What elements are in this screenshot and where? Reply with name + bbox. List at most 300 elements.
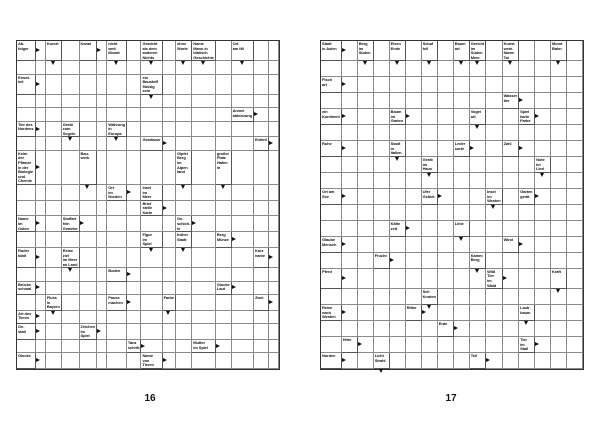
answer-cell[interactable] — [269, 41, 279, 61]
answer-cell[interactable] — [535, 205, 551, 221]
answer-cell[interactable] — [127, 324, 142, 340]
answer-cell[interactable] — [269, 151, 279, 185]
answer-cell[interactable] — [438, 61, 454, 77]
answer-cell[interactable] — [80, 75, 97, 95]
answer-cell[interactable] — [503, 109, 519, 125]
answer-cell[interactable] — [519, 269, 535, 289]
answer-cell[interactable] — [406, 253, 422, 269]
answer-cell[interactable] — [422, 141, 438, 157]
answer-cell[interactable] — [551, 173, 567, 189]
answer-cell[interactable] — [454, 109, 470, 125]
answer-cell[interactable] — [321, 173, 342, 189]
answer-cell[interactable] — [390, 173, 406, 189]
answer-cell[interactable] — [390, 337, 406, 353]
answer-cell[interactable] — [567, 77, 583, 93]
answer-cell[interactable] — [535, 321, 551, 337]
answer-cell[interactable] — [551, 141, 567, 157]
answer-cell[interactable] — [62, 353, 80, 369]
answer-cell[interactable] — [176, 95, 192, 108]
answer-cell[interactable] — [80, 311, 97, 324]
answer-cell[interactable] — [503, 77, 519, 93]
answer-cell[interactable] — [406, 125, 422, 141]
answer-cell[interactable] — [454, 353, 470, 369]
answer-cell[interactable] — [567, 141, 583, 157]
answer-cell[interactable] — [216, 95, 232, 108]
answer-cell[interactable] — [17, 185, 36, 201]
answer-cell[interactable] — [97, 137, 107, 150]
answer-cell[interactable] — [269, 216, 279, 232]
answer-cell[interactable] — [192, 151, 216, 185]
answer-cell[interactable] — [163, 61, 176, 74]
answer-cell[interactable] — [438, 77, 454, 93]
answer-cell[interactable] — [374, 157, 390, 173]
answer-cell[interactable] — [519, 353, 535, 369]
answer-cell[interactable] — [46, 185, 62, 201]
answer-cell[interactable] — [535, 61, 551, 77]
answer-cell[interactable] — [163, 108, 176, 121]
answer-cell[interactable] — [535, 93, 551, 109]
answer-cell[interactable] — [342, 93, 358, 109]
answer-cell[interactable] — [454, 269, 470, 289]
answer-cell[interactable] — [192, 324, 216, 340]
answer-cell[interactable] — [551, 157, 567, 173]
answer-cell[interactable] — [46, 95, 62, 108]
answer-cell[interactable] — [406, 289, 422, 305]
answer-cell[interactable] — [80, 340, 97, 353]
answer-cell[interactable] — [406, 337, 422, 353]
answer-cell[interactable] — [127, 41, 142, 61]
answer-cell[interactable] — [470, 205, 486, 221]
answer-cell[interactable] — [232, 95, 254, 108]
answer-cell[interactable] — [535, 221, 551, 237]
answer-cell[interactable] — [358, 305, 374, 321]
answer-cell[interactable] — [46, 353, 62, 369]
answer-cell[interactable] — [321, 221, 342, 237]
answer-cell[interactable] — [80, 232, 97, 248]
answer-cell[interactable] — [80, 108, 97, 121]
answer-cell[interactable] — [46, 340, 62, 353]
answer-cell[interactable] — [406, 61, 422, 77]
answer-cell[interactable] — [567, 157, 583, 173]
answer-cell[interactable] — [438, 173, 454, 189]
answer-cell[interactable] — [254, 311, 269, 324]
answer-cell[interactable] — [216, 295, 232, 311]
answer-cell[interactable] — [62, 295, 80, 311]
answer-cell[interactable] — [163, 95, 176, 108]
answer-cell[interactable] — [163, 122, 176, 138]
answer-cell[interactable] — [46, 232, 62, 248]
answer-cell[interactable] — [216, 216, 232, 232]
answer-cell[interactable] — [97, 75, 107, 95]
answer-cell[interactable] — [62, 95, 80, 108]
answer-cell[interactable] — [438, 221, 454, 237]
answer-cell[interactable] — [470, 305, 486, 321]
answer-cell[interactable] — [97, 268, 107, 281]
answer-cell[interactable] — [503, 337, 519, 353]
answer-cell[interactable] — [127, 311, 142, 324]
answer-cell[interactable] — [97, 61, 107, 74]
answer-cell[interactable] — [486, 221, 503, 237]
answer-cell[interactable] — [503, 173, 519, 189]
answer-cell[interactable] — [232, 324, 254, 340]
answer-cell[interactable] — [470, 321, 486, 337]
answer-cell[interactable] — [107, 201, 127, 217]
answer-cell[interactable] — [454, 173, 470, 189]
answer-cell[interactable] — [358, 205, 374, 221]
answer-cell[interactable] — [97, 295, 107, 311]
answer-cell[interactable] — [80, 95, 97, 108]
answer-cell[interactable] — [163, 185, 176, 201]
answer-cell[interactable] — [422, 237, 438, 253]
answer-cell[interactable] — [454, 205, 470, 221]
answer-cell[interactable] — [454, 93, 470, 109]
answer-cell[interactable] — [422, 125, 438, 141]
answer-cell[interactable] — [486, 157, 503, 173]
answer-cell[interactable] — [535, 77, 551, 93]
answer-cell[interactable] — [358, 77, 374, 93]
answer-cell[interactable] — [406, 237, 422, 253]
answer-cell[interactable] — [519, 173, 535, 189]
answer-cell[interactable] — [567, 269, 583, 289]
answer-cell[interactable] — [107, 95, 127, 108]
answer-cell[interactable] — [163, 340, 176, 353]
answer-cell[interactable] — [176, 137, 192, 150]
answer-cell[interactable] — [486, 337, 503, 353]
answer-cell[interactable] — [342, 221, 358, 237]
answer-cell[interactable] — [503, 205, 519, 221]
answer-cell[interactable] — [176, 268, 192, 281]
answer-cell[interactable] — [97, 248, 107, 268]
answer-cell[interactable] — [486, 141, 503, 157]
answer-cell[interactable] — [374, 125, 390, 141]
answer-cell[interactable] — [107, 151, 127, 185]
answer-cell[interactable] — [176, 108, 192, 121]
answer-cell[interactable] — [342, 321, 358, 337]
answer-cell[interactable] — [503, 125, 519, 141]
answer-cell[interactable] — [406, 141, 422, 157]
answer-cell[interactable] — [438, 157, 454, 173]
answer-cell[interactable] — [232, 295, 254, 311]
answer-cell[interactable] — [438, 109, 454, 125]
answer-cell[interactable] — [216, 122, 232, 138]
answer-cell[interactable] — [406, 93, 422, 109]
answer-cell[interactable] — [254, 75, 269, 95]
answer-cell[interactable] — [192, 282, 216, 295]
answer-cell[interactable] — [176, 340, 192, 353]
answer-cell[interactable] — [454, 157, 470, 173]
answer-cell[interactable] — [62, 232, 80, 248]
answer-cell[interactable] — [503, 157, 519, 173]
answer-cell[interactable] — [141, 216, 162, 232]
answer-cell[interactable] — [97, 311, 107, 324]
answer-cell[interactable] — [438, 269, 454, 289]
answer-cell[interactable] — [374, 93, 390, 109]
answer-cell[interactable] — [107, 216, 127, 232]
answer-cell[interactable] — [374, 141, 390, 157]
answer-cell[interactable] — [567, 337, 583, 353]
answer-cell[interactable] — [390, 237, 406, 253]
answer-cell[interactable] — [486, 109, 503, 125]
answer-cell[interactable] — [454, 289, 470, 305]
answer-cell[interactable] — [470, 77, 486, 93]
answer-cell[interactable] — [127, 201, 142, 217]
answer-cell[interactable] — [192, 201, 216, 217]
answer-cell[interactable] — [62, 201, 80, 217]
answer-cell[interactable] — [358, 289, 374, 305]
answer-cell[interactable] — [163, 216, 176, 232]
answer-cell[interactable] — [406, 77, 422, 93]
answer-cell[interactable] — [254, 61, 269, 74]
answer-cell[interactable] — [127, 122, 142, 138]
answer-cell[interactable] — [567, 289, 583, 305]
answer-cell[interactable] — [358, 141, 374, 157]
answer-cell[interactable] — [358, 221, 374, 237]
answer-cell[interactable] — [551, 353, 567, 369]
answer-cell[interactable] — [80, 61, 97, 74]
answer-cell[interactable] — [36, 232, 46, 248]
answer-cell[interactable] — [192, 95, 216, 108]
answer-cell[interactable] — [127, 216, 142, 232]
answer-cell[interactable] — [192, 232, 216, 248]
answer-cell[interactable] — [97, 232, 107, 248]
answer-cell[interactable] — [176, 311, 192, 324]
answer-cell[interactable] — [216, 137, 232, 150]
answer-cell[interactable] — [17, 295, 36, 311]
answer-cell[interactable] — [127, 151, 142, 185]
answer-cell[interactable] — [503, 253, 519, 269]
answer-cell[interactable] — [470, 173, 486, 189]
answer-cell[interactable] — [551, 125, 567, 141]
answer-cell[interactable] — [269, 340, 279, 353]
answer-cell[interactable] — [503, 289, 519, 305]
answer-cell[interactable] — [254, 151, 269, 185]
answer-cell[interactable] — [551, 337, 567, 353]
answer-cell[interactable] — [46, 122, 62, 138]
answer-cell[interactable] — [107, 340, 127, 353]
answer-cell[interactable] — [107, 353, 127, 369]
answer-cell[interactable] — [342, 61, 358, 77]
answer-cell[interactable] — [62, 340, 80, 353]
answer-cell[interactable] — [374, 221, 390, 237]
answer-cell[interactable] — [454, 189, 470, 205]
answer-cell[interactable] — [519, 289, 535, 305]
answer-cell[interactable] — [438, 337, 454, 353]
answer-cell[interactable] — [107, 282, 127, 295]
answer-cell[interactable] — [486, 61, 503, 77]
answer-cell[interactable] — [422, 337, 438, 353]
answer-cell[interactable] — [321, 253, 342, 269]
answer-cell[interactable] — [192, 137, 216, 150]
answer-cell[interactable] — [551, 253, 567, 269]
answer-cell[interactable] — [163, 248, 176, 268]
answer-cell[interactable] — [107, 248, 127, 268]
answer-cell[interactable] — [62, 185, 80, 201]
answer-cell[interactable] — [176, 353, 192, 369]
answer-cell[interactable] — [216, 248, 232, 268]
answer-cell[interactable] — [551, 189, 567, 205]
answer-cell[interactable] — [422, 321, 438, 337]
answer-cell[interactable] — [486, 125, 503, 141]
answer-cell[interactable] — [46, 282, 62, 295]
answer-cell[interactable] — [567, 125, 583, 141]
answer-cell[interactable] — [216, 61, 232, 74]
answer-cell[interactable] — [269, 324, 279, 340]
answer-cell[interactable] — [567, 353, 583, 369]
answer-cell[interactable] — [519, 157, 535, 173]
answer-cell[interactable] — [503, 189, 519, 205]
answer-cell[interactable] — [470, 237, 486, 253]
answer-cell[interactable] — [127, 108, 142, 121]
answer-cell[interactable] — [390, 353, 406, 369]
answer-cell[interactable] — [342, 157, 358, 173]
answer-cell[interactable] — [470, 221, 486, 237]
answer-cell[interactable] — [551, 221, 567, 237]
answer-cell[interactable] — [62, 311, 80, 324]
answer-cell[interactable] — [141, 324, 162, 340]
answer-cell[interactable] — [163, 268, 176, 281]
answer-cell[interactable] — [470, 93, 486, 109]
answer-cell[interactable] — [163, 324, 176, 340]
answer-cell[interactable] — [97, 340, 107, 353]
answer-cell[interactable] — [438, 253, 454, 269]
answer-cell[interactable] — [551, 109, 567, 125]
answer-cell[interactable] — [374, 237, 390, 253]
answer-cell[interactable] — [46, 151, 62, 185]
answer-cell[interactable] — [232, 353, 254, 369]
answer-cell[interactable] — [422, 269, 438, 289]
answer-cell[interactable] — [80, 201, 97, 217]
answer-cell[interactable] — [216, 268, 232, 281]
answer-cell[interactable] — [36, 185, 46, 201]
answer-cell[interactable] — [36, 340, 46, 353]
answer-cell[interactable] — [62, 151, 80, 185]
answer-cell[interactable] — [551, 93, 567, 109]
answer-cell[interactable] — [438, 305, 454, 321]
answer-cell[interactable] — [232, 311, 254, 324]
answer-cell[interactable] — [232, 216, 254, 232]
answer-cell[interactable] — [36, 268, 46, 281]
answer-cell[interactable] — [342, 125, 358, 141]
answer-cell[interactable] — [503, 221, 519, 237]
answer-cell[interactable] — [406, 321, 422, 337]
answer-cell[interactable] — [567, 305, 583, 321]
answer-cell[interactable] — [519, 125, 535, 141]
answer-cell[interactable] — [519, 253, 535, 269]
answer-cell[interactable] — [535, 125, 551, 141]
answer-cell[interactable] — [216, 41, 232, 61]
answer-cell[interactable] — [358, 269, 374, 289]
answer-cell[interactable] — [269, 282, 279, 295]
answer-cell[interactable] — [438, 141, 454, 157]
answer-cell[interactable] — [17, 268, 36, 281]
answer-cell[interactable] — [535, 41, 551, 61]
answer-cell[interactable] — [163, 282, 176, 295]
answer-cell[interactable] — [62, 282, 80, 295]
answer-cell[interactable] — [422, 93, 438, 109]
answer-cell[interactable] — [358, 237, 374, 253]
answer-cell[interactable] — [535, 289, 551, 305]
answer-cell[interactable] — [551, 237, 567, 253]
answer-cell[interactable] — [216, 108, 232, 121]
answer-cell[interactable] — [374, 41, 390, 61]
answer-cell[interactable] — [374, 321, 390, 337]
answer-cell[interactable] — [438, 125, 454, 141]
answer-cell[interactable] — [254, 41, 269, 61]
answer-cell[interactable] — [438, 205, 454, 221]
answer-cell[interactable] — [519, 41, 535, 61]
answer-cell[interactable] — [321, 289, 342, 305]
answer-cell[interactable] — [97, 151, 107, 185]
answer-cell[interactable] — [97, 216, 107, 232]
answer-cell[interactable] — [176, 122, 192, 138]
answer-cell[interactable] — [486, 237, 503, 253]
answer-cell[interactable] — [454, 125, 470, 141]
answer-cell[interactable] — [163, 41, 176, 61]
answer-cell[interactable] — [406, 41, 422, 61]
answer-cell[interactable] — [269, 268, 279, 281]
answer-cell[interactable] — [422, 221, 438, 237]
crossword-grid[interactable] — [16, 40, 280, 370]
answer-cell[interactable] — [216, 201, 232, 217]
answer-cell[interactable] — [254, 353, 269, 369]
answer-cell[interactable] — [254, 201, 269, 217]
answer-cell[interactable] — [486, 321, 503, 337]
answer-cell[interactable] — [358, 109, 374, 125]
answer-cell[interactable] — [486, 41, 503, 61]
answer-cell[interactable] — [17, 340, 36, 353]
answer-cell[interactable] — [422, 205, 438, 221]
answer-cell[interactable] — [36, 95, 46, 108]
answer-cell[interactable] — [97, 122, 107, 138]
answer-cell[interactable] — [17, 137, 36, 150]
answer-cell[interactable] — [422, 353, 438, 369]
answer-cell[interactable] — [269, 108, 279, 121]
answer-cell[interactable] — [254, 95, 269, 108]
answer-cell[interactable] — [127, 282, 142, 295]
answer-cell[interactable] — [254, 340, 269, 353]
answer-cell[interactable] — [390, 321, 406, 337]
answer-cell[interactable] — [46, 75, 62, 95]
answer-cell[interactable] — [232, 201, 254, 217]
answer-cell[interactable] — [141, 268, 162, 281]
answer-cell[interactable] — [342, 253, 358, 269]
answer-cell[interactable] — [176, 324, 192, 340]
answer-cell[interactable] — [80, 268, 97, 281]
answer-cell[interactable] — [107, 324, 127, 340]
answer-cell[interactable] — [97, 108, 107, 121]
answer-cell[interactable] — [390, 125, 406, 141]
answer-cell[interactable] — [374, 289, 390, 305]
answer-cell[interactable] — [107, 232, 127, 248]
answer-cell[interactable] — [390, 269, 406, 289]
answer-cell[interactable] — [36, 295, 46, 311]
answer-cell[interactable] — [406, 269, 422, 289]
answer-cell[interactable] — [17, 95, 36, 108]
answer-cell[interactable] — [192, 268, 216, 281]
answer-cell[interactable] — [551, 305, 567, 321]
answer-cell[interactable] — [486, 93, 503, 109]
answer-cell[interactable] — [390, 205, 406, 221]
answer-cell[interactable] — [567, 321, 583, 337]
answer-cell[interactable] — [535, 253, 551, 269]
answer-cell[interactable] — [127, 61, 142, 74]
answer-cell[interactable] — [17, 232, 36, 248]
answer-cell[interactable] — [519, 205, 535, 221]
answer-cell[interactable] — [438, 93, 454, 109]
answer-cell[interactable] — [535, 237, 551, 253]
answer-cell[interactable] — [551, 205, 567, 221]
answer-cell[interactable] — [254, 282, 269, 295]
